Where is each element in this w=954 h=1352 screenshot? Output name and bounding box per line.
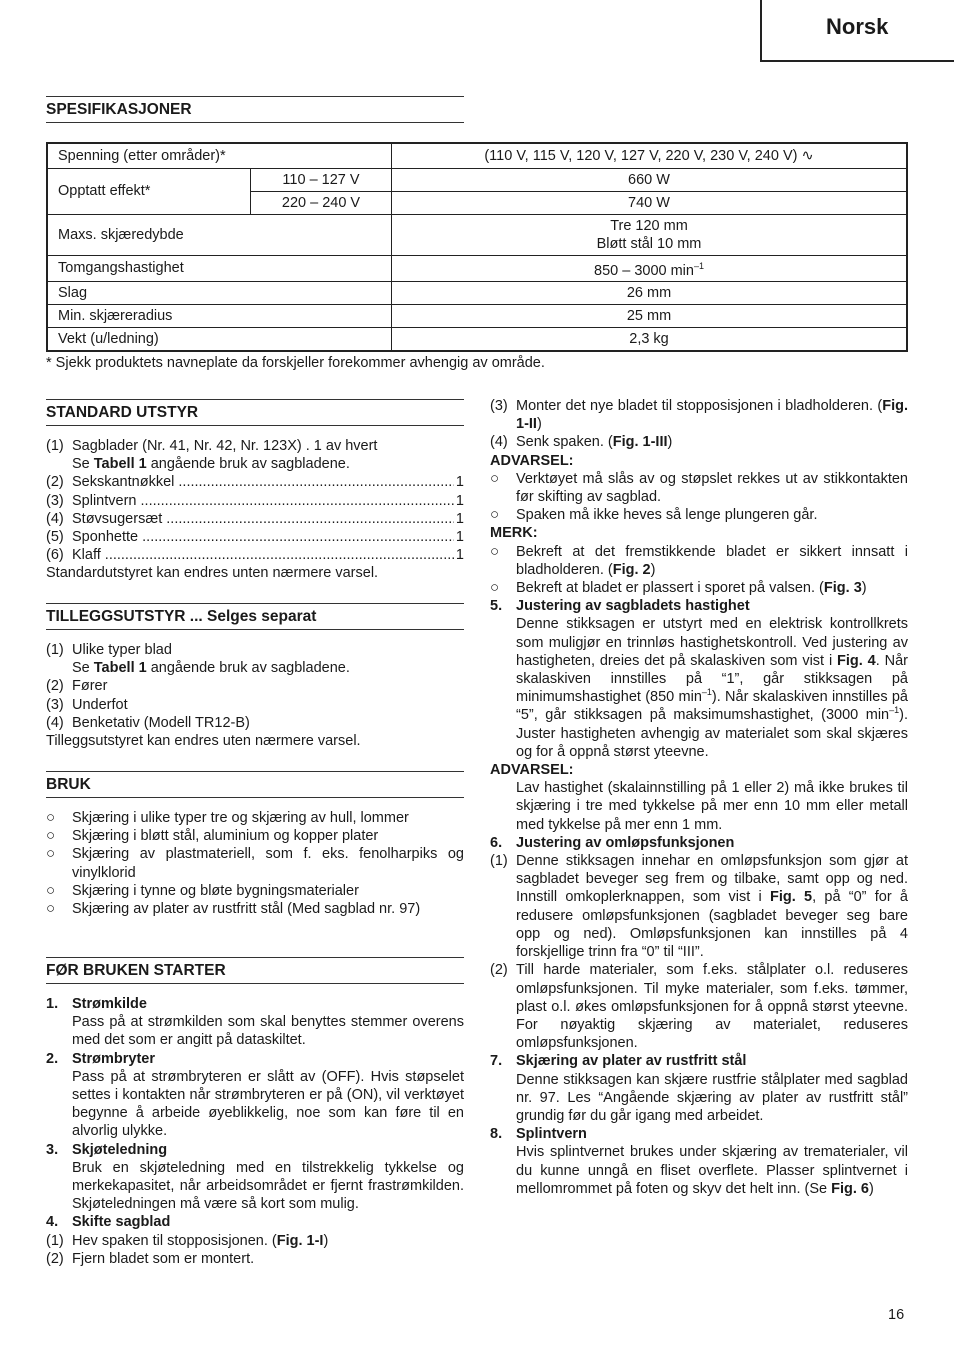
list-item: (1) Denne stikksagen innehar en omløpsfunksjon som gjør at sagbladet beveger seg frem og tilbake, samt opp og ned. Innstill omkoplerknappen, som vist i Fig. 5, på “0” for å redusere omløpsfunksjonen (sagbladet beveger seg bare opp og ned). Omløpsfunksjonen kan innstilles på 4 forskjellige trinn fra “0” til “III”.: [490, 853, 908, 961]
stroke-label: Slag: [47, 282, 392, 305]
power-sub-1: 110 – 127 V: [251, 169, 392, 192]
table-row: [47, 143, 907, 169]
warning-title: ADVARSEL:: [490, 762, 574, 779]
speed-value: 850 – 3000 $\min^{-1}$: [392, 256, 908, 282]
list-item: ○ Skjæring i ulike typer tre og skjæring av hull, lommer: [46, 809, 409, 826]
optional-note: Tilleggsutstyret kan endres uten nærmere varsel.: [46, 733, 361, 750]
step-title: 6. Justering av omløpsfunksjonen: [490, 834, 735, 851]
list-item: (2) Fjern bladet som er montert.: [46, 1250, 255, 1267]
list-item: (1) Hev spaken til stopposisjonen. (Fig. 1-I): [46, 1232, 329, 1249]
power-value-2: 740 W: [392, 192, 908, 215]
list-item: (4) Benketativ (Modell TR12-B): [46, 714, 250, 731]
language-tab: [760, 0, 954, 62]
list-item: (3) Splintvern ..... 1: [46, 492, 464, 510]
list-item: ○ Bekreft at bladet er plassert i sporet på valsen. (Fig. 3): [490, 579, 867, 597]
list-item: ○ Spaken må ikke heves så lenge plungeren går.: [490, 506, 818, 524]
list-item: (1) Sagblader (Nr. 41, Nr. 42, Nr. 123X) . 1 av hvert: [46, 438, 378, 454]
table-row: [47, 282, 907, 305]
list-item: (1) Ulike typer blad: [46, 642, 172, 658]
list-item: (2) Till harde materialer, som f.eks. stålplater o.l. reduseres omløpsfunksjonen. Til myke materialer, som f.eks. tømmer, plast o.l. økes omløpsfunksjonen for å oppnå størst yteevne. For nøyaktig skjæring av materialet, reduseres omløpsfunksjonen.: [490, 962, 908, 1052]
step-title: 7. Skjæring av plater av rustfritt stål: [490, 1053, 747, 1070]
voltage-label: Spenning (etter områder)*: [47, 143, 392, 169]
note-title: MERK:: [490, 525, 538, 542]
step-text: Bruk en skjøteledning med en tilstrekkelig tykkelse og merkekapasitet, når arbeidsområdet er fjernt frastrømkilden. Skjøteledningen må være så kort som mulig.: [72, 1159, 464, 1213]
spec-table: [46, 142, 908, 352]
step-text: Pass på at strømbryteren er slått av (OFF). Hvis støpselet settes i kontakten når strømbryteren er på (ON), vil verktøyet begynne å arbeide øyeblikkelig, noe som kan føre til en alvorlig ulykke.: [72, 1068, 464, 1140]
list-item-note: Se Tabell 1 angående bruk av sagbladene.: [72, 660, 350, 677]
standard-list: [46, 437, 464, 583]
spec-heading: SPESIFIKASJONER: [46, 96, 464, 123]
list-item: ○ Skjæring i bløtt stål, aluminium og kopper plater: [46, 827, 379, 845]
before-list: [46, 995, 464, 1268]
list-item: (3) Underfot: [46, 696, 128, 713]
list-item: (4) Senk spaken. (Fig. 1-III): [490, 434, 673, 451]
step-text: Denne stikksagen kan skjære rustfrie stålplater med sagblad nr. 97. Les “Angående skjæring av plater av rustfritt stål” grundig før du går igang med arbeidet.: [516, 1071, 908, 1124]
table-row: [47, 215, 907, 256]
table-row: [47, 305, 907, 328]
ac-symbol-icon: ∿: [801, 147, 814, 164]
list-item-note: Se Tabell 1 angående bruk av sagbladene.: [72, 456, 350, 473]
table-row: [47, 256, 907, 282]
depth-value: [392, 215, 908, 256]
circle-bullet-icon: ○: [490, 542, 500, 560]
power-value-1: 660 W: [392, 169, 908, 192]
step-title: 8. Splintvern: [490, 1126, 587, 1143]
step-title: 4. Skifte sagblad: [46, 1214, 171, 1231]
circle-bullet-icon: ○: [46, 881, 56, 899]
list-item: (2) Sekskantnøkkel ..... 1: [46, 473, 464, 491]
power-label: Opptatt effekt*: [47, 169, 251, 215]
speed-label: Tomgangshastighet: [47, 256, 392, 282]
step-title: 1. Strømkilde: [46, 996, 147, 1012]
optional-list: [46, 641, 464, 750]
list-item: ○ Skjæring i tynne og bløte bygningsmaterialer: [46, 881, 359, 899]
before-heading: FØR BRUKEN STARTER: [46, 957, 464, 984]
step-text: Denne stikksagen er utstyrt med en elektrisk kontrollkrets som muligjør en trinnløs hastighetskontroll. Ved justering av hastigheten, dreies det på skalaskiven som vist i Fig. 4. Når skalaskiven innstilles på “1”, går stikksagen på minimumshastighet (850 $\min^{-1}$). Når skalaskiven innstilles på “5”, går stikksagen på maksimumshastighet, (3000 $\min^{-1}$). Juster hastigheten avhengig av materialet som skal skjæres og for å oppnå størst yteevne.: [516, 616, 908, 760]
list-item: ○ Skjæring av plastmateriell, som f. eks. fenolharpiks og vinylklorid: [46, 845, 464, 881]
right-column: [490, 397, 908, 1198]
usage-heading: BRUK: [46, 771, 464, 798]
step-text: Pass på at strømkilden som skal benyttes stemmer overens med det som er angitt på dataskiltet.: [72, 1014, 464, 1049]
optional-heading: TILLEGGSUTSTYR ... Selges separat: [46, 603, 464, 630]
step-text: Hvis splintvernet brukes under skjæring av trematerialer, vil du kunne unngå en fliset overflete. Plasser splintvernet i mellomrommet på foten og skyv det helt inn. (Se Fig. 6): [516, 1144, 908, 1197]
depth-label: Maxs. skjæredybde: [47, 215, 392, 256]
stroke-value: 26 mm: [392, 282, 908, 305]
weight-label: Vekt (u/ledning): [47, 328, 392, 352]
page-number: 16: [888, 1307, 905, 1323]
list-item: (3) Monter det nye bladet til stopposisjonen i bladholderen. (Fig. 1-II): [490, 398, 908, 433]
list-item: (6) Klaff ..... 1: [46, 546, 464, 564]
voltage-value: (110 V, 115 V, 120 V, 127 V, 220 V, 230 V, 240 V) ∿: [392, 143, 908, 169]
list-item: ○ Skjæring av plater av rustfritt stål (Med sagblad nr. 97): [46, 900, 421, 918]
power-sub-2: 220 – 240 V: [251, 192, 392, 215]
circle-bullet-icon: ○: [46, 809, 56, 826]
list-item: (4) Støvsugersæt ..... 1: [46, 510, 464, 528]
list-item: ○ Bekreft at det fremstikkende bladet er sikkert innsatt i bladholderen. (Fig. 2): [490, 542, 908, 578]
depth-steel: Bløtt stål 10 mm: [596, 236, 702, 252]
table-row: [47, 328, 907, 352]
standard-note: Standardutstyret kan endres unten nærmere varsel.: [46, 565, 379, 582]
language-label: Norsk: [826, 14, 889, 39]
step-title: 5. Justering av sagbladets hastighet: [490, 598, 750, 615]
circle-bullet-icon: ○: [46, 900, 56, 918]
warning-title: ADVARSEL:: [490, 452, 574, 469]
weight-value: 2,3 kg: [392, 328, 908, 352]
step-title: 3. Skjøteledning: [46, 1141, 168, 1158]
circle-bullet-icon: ○: [490, 469, 500, 487]
standard-heading: STANDARD UTSTYR: [46, 399, 464, 426]
spec-footnote: * Sjekk produktets navneplate da forskjeller forekommer avhengig av område.: [46, 355, 545, 371]
circle-bullet-icon: ○: [46, 827, 56, 845]
radius-label: Min. skjæreradius: [47, 305, 392, 328]
table-row: [47, 169, 907, 192]
warning-text: Lav hastighet (skalainnstilling på 1 eller 2) må ikke brukes til skjæring i tre med tykkelse på mer enn 10 mm eller metall med tykkelse på mer enn 1 mm.: [516, 780, 908, 833]
list-item: (2) Fører: [46, 678, 108, 695]
list-item: (5) Sponhette ..... 1: [46, 528, 464, 546]
circle-bullet-icon: ○: [46, 845, 56, 863]
depth-wood: Tre 120 mm: [610, 217, 688, 234]
list-item: ○ Verktøyet må slås av og støpslet rekkes ut av stikkontakten før skifting av sagblad.: [490, 469, 908, 506]
usage-list: [46, 809, 464, 918]
radius-value: 25 mm: [392, 305, 908, 328]
step-title: 2. Strømbryter: [46, 1050, 155, 1067]
circle-bullet-icon: ○: [490, 506, 500, 524]
circle-bullet-icon: ○: [490, 579, 500, 597]
